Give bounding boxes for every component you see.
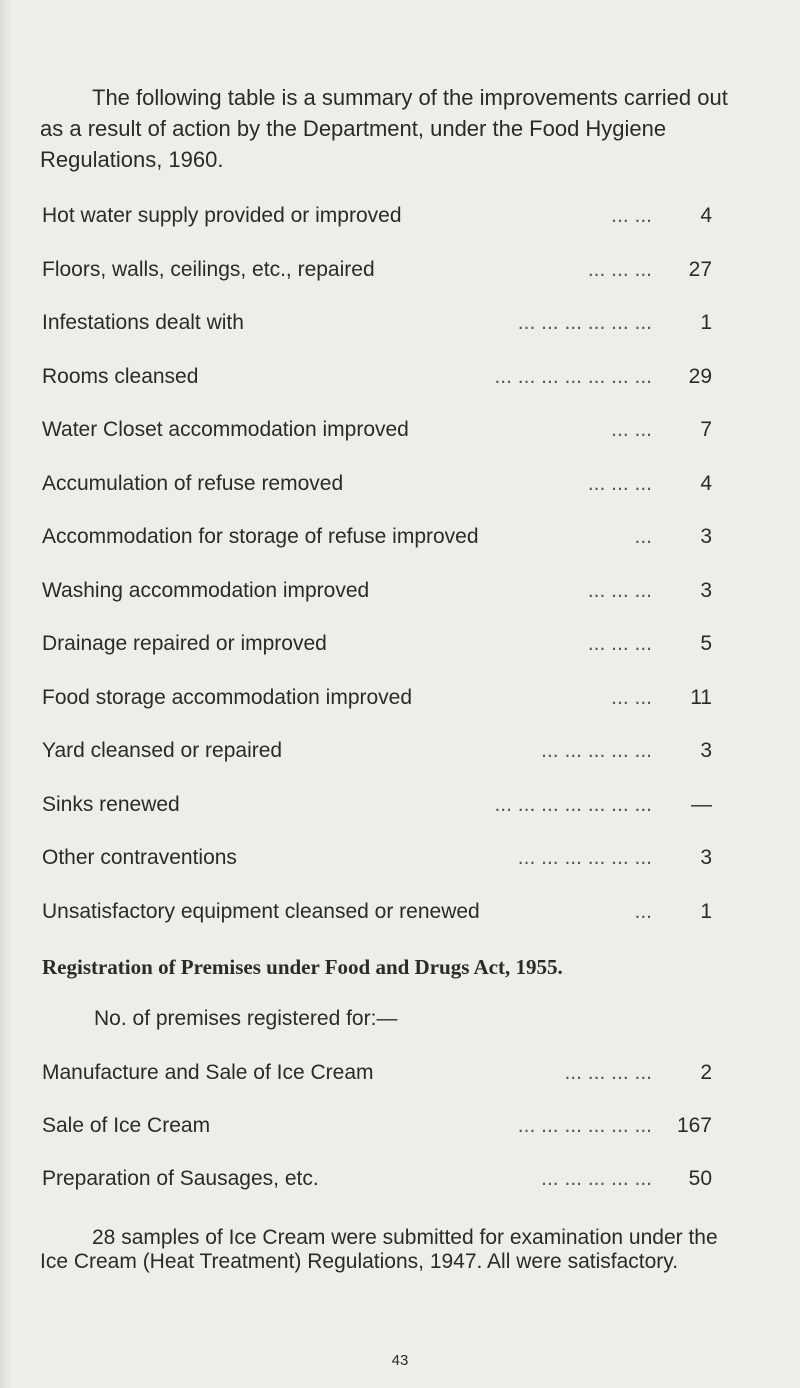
- row-label: Preparation of Sausages, etc.: [42, 1167, 319, 1190]
- page-edge-shadow: [0, 0, 12, 1388]
- table-row: [42, 1164, 712, 1194]
- table-row: [42, 790, 712, 820]
- row-leader-dots: ...: [634, 525, 652, 548]
- table-row: [42, 255, 712, 285]
- intro-paragraph: The following table is a summary of the improvements carried out as a result of action by the Department, under the Food Hygiene Regulations, 1960.: [40, 85, 728, 172]
- table-row: [42, 1111, 712, 1141]
- table-row: [42, 201, 712, 231]
- row-value: 4: [700, 204, 712, 227]
- row-value: 3: [700, 739, 712, 762]
- row-label: Food storage accommodation improved: [42, 685, 413, 709]
- table-row: [42, 415, 712, 445]
- row-value: 3: [700, 525, 712, 548]
- row-label: Yard cleansed or repaired: [42, 739, 283, 762]
- table-row: [42, 522, 712, 552]
- row-label: Accommodation for storage of refuse improved: [42, 525, 479, 548]
- table-row: [42, 1058, 712, 1088]
- row-value: 3: [700, 578, 712, 602]
- row-value: 167: [676, 1114, 712, 1137]
- table-row: [42, 683, 712, 713]
- row-leader-dots: ... ... ...: [587, 578, 652, 602]
- row-value: —: [691, 792, 712, 816]
- row-label: Sale of Ice Cream: [42, 1114, 211, 1137]
- row-label: Unsatisfactory equipment cleansed or renewed: [42, 899, 480, 923]
- row-value: 27: [688, 257, 712, 281]
- row-label: Accumulation of refuse removed: [42, 471, 344, 495]
- registration-heading: Registration of Premises under Food and Drugs Act, 1955.: [42, 955, 563, 979]
- row-label: Other contraventions: [42, 846, 237, 869]
- table-row: [42, 308, 712, 338]
- row-label: Floors, walls, ceilings, etc., repaired: [42, 257, 375, 281]
- table-row: [42, 469, 712, 499]
- table-row: [42, 897, 712, 927]
- table-row: [42, 576, 712, 606]
- registration-subheading: No. of premises registered for:—: [94, 1007, 398, 1030]
- row-value: 2: [700, 1061, 712, 1084]
- row-value: 29: [688, 364, 712, 388]
- row-value: 50: [688, 1167, 712, 1190]
- row-leader-dots: ... ... ... ... ... ... ...: [494, 364, 652, 388]
- row-leader-dots: ... ... ... ... ... ...: [517, 846, 652, 869]
- row-leader-dots: ... ... ... ...: [564, 1061, 652, 1084]
- row-value: 7: [700, 418, 712, 441]
- row-leader-dots: ... ...: [611, 685, 652, 709]
- page-number: 43: [391, 1352, 409, 1369]
- row-leader-dots: ... ...: [611, 204, 652, 227]
- row-leader-dots: ... ...: [611, 418, 652, 441]
- row-label: Manufacture and Sale of Ice Cream: [42, 1061, 374, 1084]
- row-leader-dots: ...: [634, 899, 652, 923]
- row-label: Drainage repaired or improved: [42, 632, 327, 655]
- row-leader-dots: ... ... ... ... ...: [541, 1167, 652, 1190]
- closing-paragraph: 28 samples of Ice Cream were submitted for examination under the Ice Cream (Heat Treatment) Regulations, 1947. All were satisfactory.: [40, 1226, 718, 1273]
- row-label: Water Closet accommodation improved: [42, 418, 409, 441]
- row-leader-dots: ... ... ... ... ... ... ...: [494, 792, 652, 816]
- row-value: 5: [700, 632, 712, 655]
- row-value: 3: [700, 846, 712, 869]
- row-value: 4: [700, 471, 712, 495]
- row-label: Infestations dealt with: [42, 311, 244, 334]
- row-leader-dots: ... ... ...: [587, 257, 652, 281]
- table-row: [42, 362, 712, 392]
- table-row: [42, 736, 712, 766]
- row-leader-dots: ... ... ...: [587, 632, 652, 655]
- row-leader-dots: ... ... ... ... ...: [541, 739, 652, 762]
- row-label: Washing accommodation improved: [42, 578, 370, 602]
- row-label: Hot water supply provided or improved: [42, 204, 402, 227]
- table-row: [42, 629, 712, 659]
- row-value: 1: [700, 311, 712, 334]
- row-value: 1: [700, 899, 712, 923]
- row-label: Rooms cleansed: [42, 364, 199, 388]
- row-leader-dots: ... ... ... ... ... ...: [517, 1114, 652, 1137]
- row-leader-dots: ... ... ... ... ... ...: [517, 311, 652, 334]
- table-row: [42, 843, 712, 873]
- row-value: 11: [690, 685, 712, 709]
- row-leader-dots: ... ... ...: [587, 471, 652, 495]
- row-label: Sinks renewed: [42, 792, 180, 816]
